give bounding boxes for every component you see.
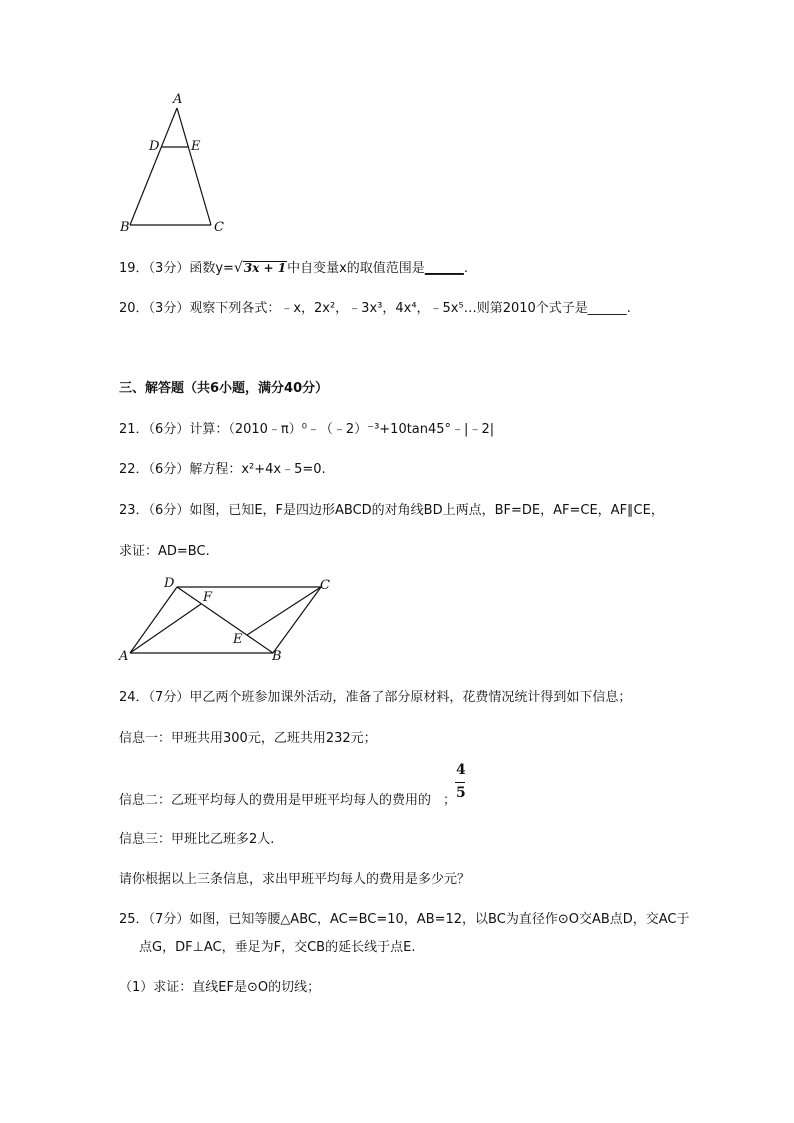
triangle-side-ac: [177, 108, 211, 225]
q19-radicand: 3x + 1: [243, 261, 287, 275]
question-24-info3: 信息三：甲班比乙班多2人.: [119, 832, 275, 847]
label-d: D: [149, 139, 160, 154]
triangle-figure: [115, 90, 235, 240]
question-23: 23．（6分）如图，已知E，F是四边形ABCD的对角线BD上两点，BF=DE，AF=CE，AF∥CE，: [119, 503, 664, 518]
question-25-line1: 25．（7分）如图，已知等腰△ABC，AC=BC=10，AB=12，以BC为直径作⊙O交AB点D，交AC于: [119, 912, 690, 927]
label2-e: E: [233, 632, 243, 647]
segment-ce: [247, 587, 321, 635]
diagonal-bd: [177, 587, 273, 653]
question-25-part1: （1）求证：直线EF是⊙O的切线；: [119, 980, 321, 995]
section-title: 三、解答题（共6小题，满分40分）: [119, 381, 329, 396]
label2-d: D: [164, 576, 175, 591]
question-23-prove: 求证：AD=BC.: [119, 544, 210, 559]
q19-blank: ______: [424, 261, 464, 276]
question-21: 21．（6分）计算：（2010﹣π）⁰﹣（﹣2）⁻³+10tan45°﹣|﹣2|: [119, 422, 495, 437]
question-24-info1: 信息一：甲班共用300元，乙班共用232元；: [119, 731, 377, 746]
question-24-info2: [119, 789, 456, 808]
label-a: A: [173, 92, 183, 107]
sqrt-sign: √: [233, 260, 243, 276]
question-25-line2: 点G，DF⊥AC，垂足为F，交CB的延长线于点E.: [139, 940, 416, 955]
question-19: [119, 257, 468, 276]
info2-text: 信息二：乙班平均每人的费用是甲班平均每人的费用的: [119, 793, 432, 808]
info2-end: ；: [443, 793, 457, 808]
label-c: C: [214, 220, 224, 235]
parallelogram-figure: [115, 575, 345, 670]
question-24: 24．（7分）甲乙两个班参加课外活动，准备了部分原材料，花费情况统计得到如下信息；: [119, 690, 632, 705]
label-e: E: [191, 139, 201, 154]
label-b: B: [120, 220, 130, 235]
triangle-side-ab: [130, 108, 177, 225]
label2-c: C: [320, 578, 330, 593]
q19-text-a: 函数y=: [189, 261, 234, 276]
q19-text-b: 中自变量x的取值范围是: [287, 261, 425, 276]
label2-f: F: [203, 590, 213, 605]
side-da: [130, 587, 177, 653]
question-24-ask: 请你根据以上三条信息，求出甲班平均每人的费用是多少元？: [119, 872, 471, 887]
question-20: 20．（3分）观察下列各式：﹣x，2x²，﹣3x³，4x⁴，﹣5x⁵…则第2010个式子是______.: [119, 301, 631, 316]
label2-b: B: [272, 649, 282, 664]
q19-score: （3分）: [148, 261, 190, 276]
fraction-denominator: 5: [456, 785, 466, 801]
side-bc: [273, 587, 321, 653]
question-22: 22．（6分）解方程：x²+4x﹣5=0.: [119, 462, 326, 477]
q19-number: 19．: [119, 261, 149, 276]
label2-a: A: [119, 649, 129, 664]
q19-end: .: [463, 261, 468, 276]
segment-af: [130, 604, 201, 653]
fraction-bar: [455, 782, 465, 783]
fraction-numerator: 4: [456, 762, 466, 778]
